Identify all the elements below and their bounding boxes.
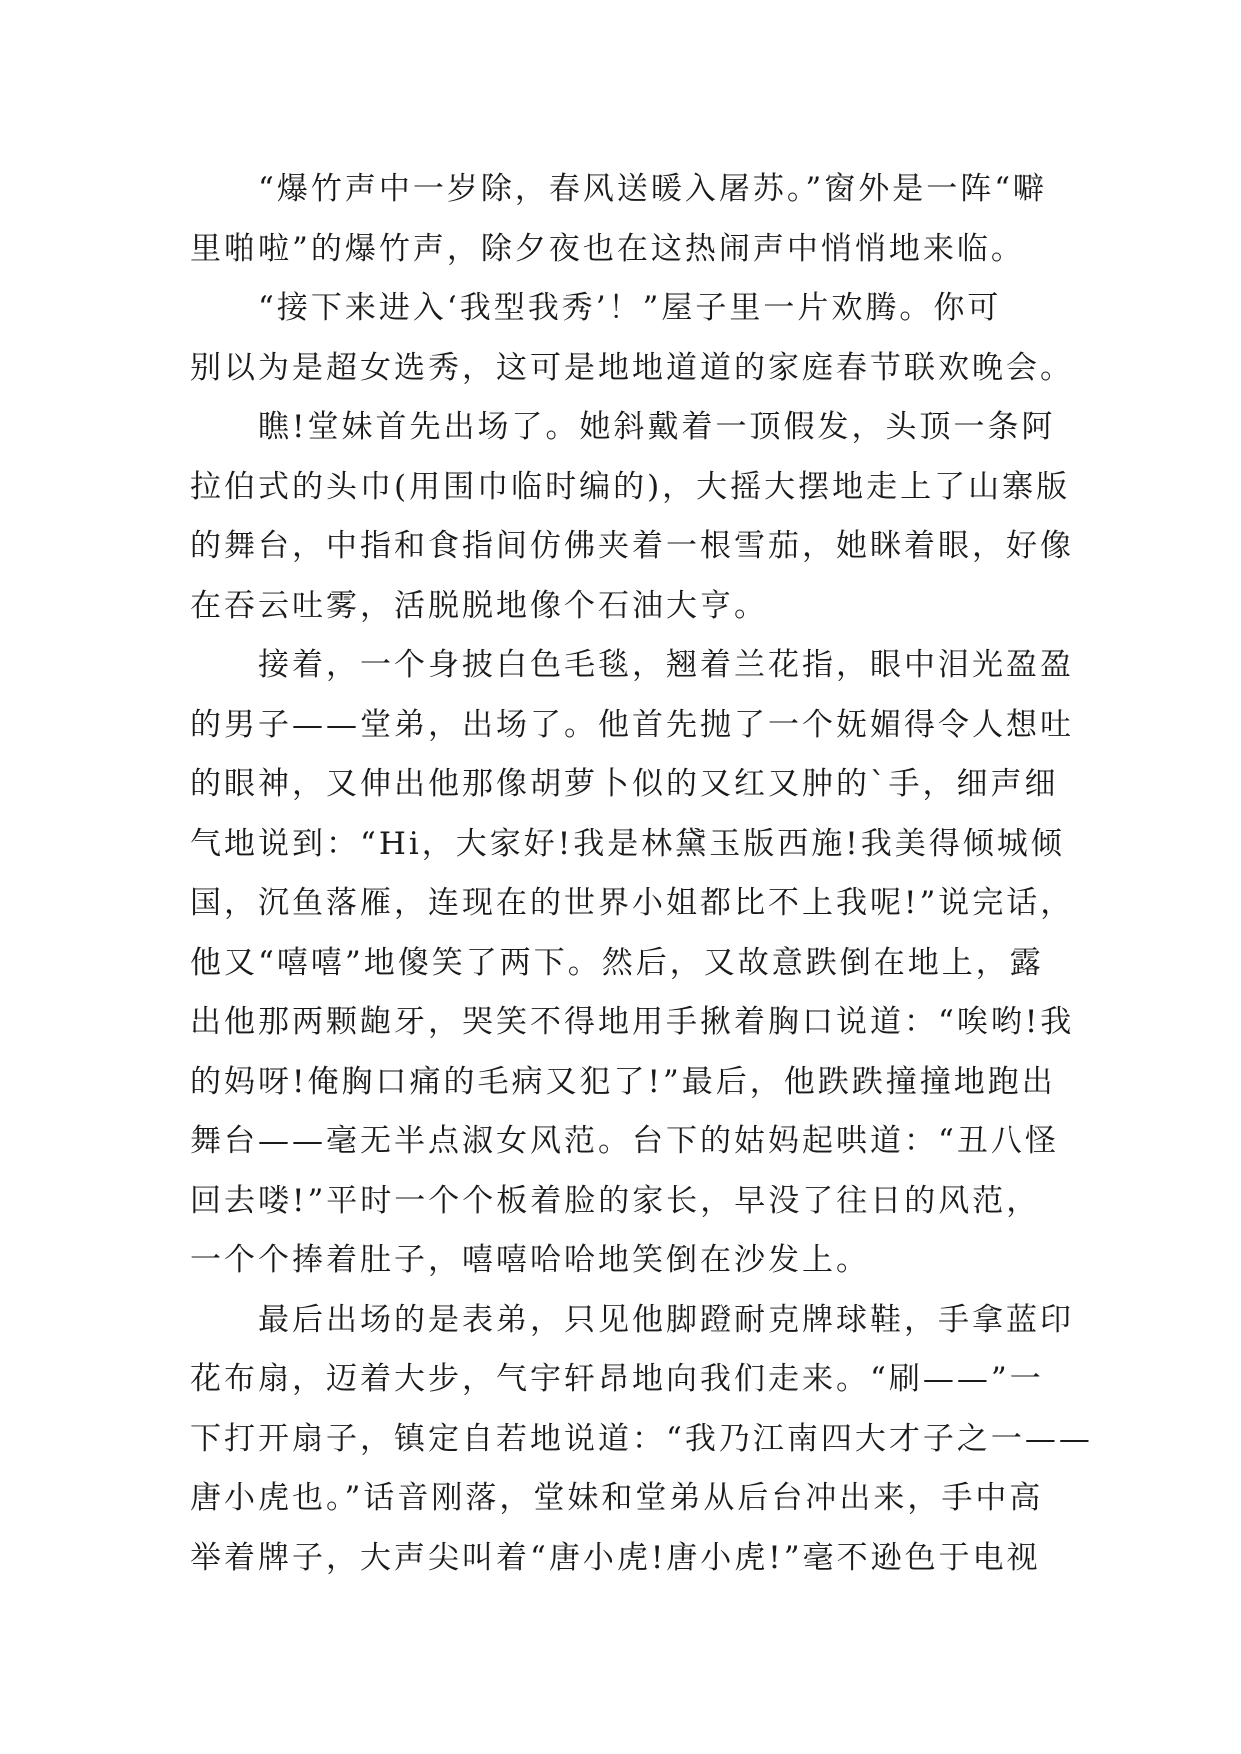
text-line: 在吞云吐雾，活脱脱地像个石油大亨。	[190, 587, 768, 624]
paragraph	[190, 398, 1074, 636]
paragraph	[190, 1291, 1093, 1589]
text-line: 舞台——毫无半点淑女风范。台下的姑妈起哄道：“丑八怪	[190, 1123, 1059, 1159]
text-line: 他又“嘻嘻”地傻笑了两下。然后，又故意跌倒在地上，露	[190, 944, 1044, 981]
text-line: 的妈呀!俺胸口痛的毛病又犯了!”最后，他跌跌撞撞地跑出	[190, 1063, 1056, 1100]
text-line: “爆竹声中一岁除，春风送暖入屠苏。”窗外是一阵“噼	[190, 171, 1048, 207]
text-line: 气地说到：“Hi，大家好!我是林黛玉版西施!我美得倾城倾	[190, 825, 1065, 862]
text-line: 回去喽!”平时一个个板着脸的家长，早没了往日的风范，	[190, 1182, 1041, 1219]
article-body	[190, 160, 1093, 1588]
document-page	[190, 160, 1093, 1588]
text-line: 的男子——堂弟，出场了。他首先抛了一个妩媚得令人想吐	[190, 706, 1074, 743]
text-line: 举着牌子，大声尖叫着“唐小虎!唐小虎!”毫不逊色于电视	[190, 1539, 1041, 1576]
text-line: 最后出场的是表弟，只见他脚蹬耐克牌球鞋，手拿蓝印	[190, 1301, 1074, 1338]
text-line: 里啪啦”的爆竹声，除夕夜也在这热闹声中悄悄地来临。	[190, 230, 1025, 267]
text-line: 一个个捧着肚子，嘻嘻哈哈地笑倒在沙发上。	[190, 1242, 870, 1278]
text-line: 接着，一个身披白色毛毯，翘着兰花指，眼中泪光盈盈	[190, 647, 1074, 683]
paragraph	[190, 636, 1075, 1291]
text-line: 下打开扇子，镇定自若地说道：“我乃江南四大才子之一——	[190, 1420, 1093, 1457]
text-line: 的眼神，又伸出他那像胡萝卜似的又红又肿的`手，细声细	[190, 766, 1059, 802]
text-line: 的舞台，中指和食指间仿佛夹着一根雪茄，她眯着眼，好像	[190, 528, 1074, 564]
text-line: 瞧!堂妹首先出场了。她斜戴着一顶假发，头顶一条阿	[190, 409, 1056, 445]
text-line: 国，沉鱼落雁，连现在的世界小姐都比不上我呢!”说完话，	[190, 885, 1075, 921]
text-line: 拉伯式的头巾(用围巾临时编的)，大摇大摆地走上了山寨版	[190, 468, 1071, 505]
text-line: 出他那两颗龅牙，哭笑不得地用手揪着胸口说道：“唉哟!我	[190, 1004, 1075, 1040]
text-line: 别以为是超女选秀，这可是地地道道的家庭春节联欢晚会。	[190, 349, 1074, 386]
paragraph	[190, 160, 1070, 279]
text-line: 花布扇，迈着大步，气宇轩昂地向我们走来。“刷——”一	[190, 1361, 1044, 1397]
text-line: 唐小虎也。”话音刚落，堂妹和堂弟从后台冲出来，手中高	[190, 1480, 1044, 1516]
paragraph	[190, 279, 1074, 398]
text-line: “接下来进入‘我型我秀’！”屋子里一片欢腾。你可	[190, 290, 1002, 326]
